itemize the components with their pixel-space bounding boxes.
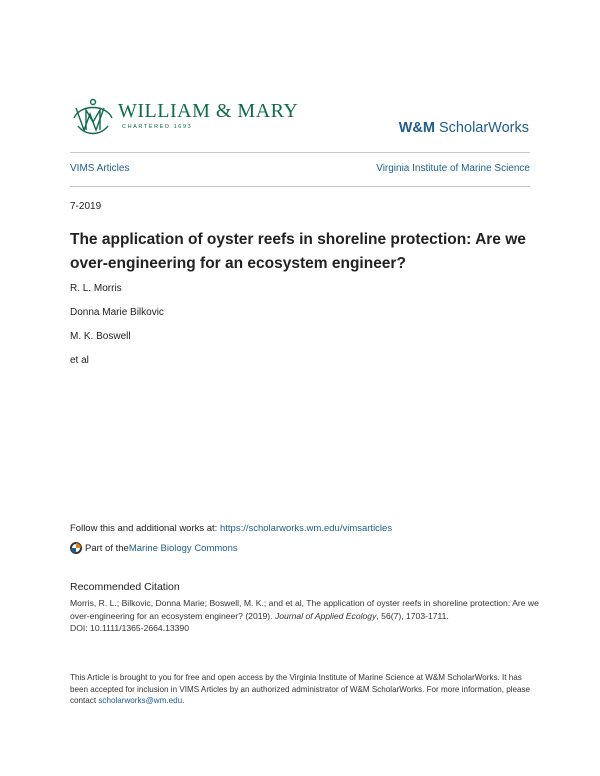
author-name: M. K. Boswell <box>70 331 131 342</box>
author-name: Donna Marie Bilkovic <box>70 307 164 318</box>
scholarworks-brand[interactable] <box>399 120 529 136</box>
follow-line <box>70 523 392 534</box>
brand-bold: W&M <box>398 120 435 136</box>
follow-link[interactable]: https://scholarworks.wm.edu/vimsarticles <box>219 523 393 534</box>
partof-prefix: Part of the <box>85 542 129 554</box>
commons-link[interactable]: Marine Biology Commons <box>128 542 238 554</box>
citation-journal: Journal of Applied Ecology <box>274 610 377 621</box>
institute-link[interactable]: Virginia Institute of Marine Science <box>376 163 530 174</box>
author-name: et al <box>70 355 89 366</box>
notice-text: This Article is brought to you for free and open access by the Virginia Institute of Marine Science at W&M ScholarWorks. It has been accepted for inclusion in VIMS Articles by an authorized administrator of W&M ScholarWorks. For more information, please contact <box>70 673 531 706</box>
citation-doi: DOI: 10.1111/1365-2664.13390 <box>70 623 189 633</box>
brand-rest: ScholarWorks <box>434 120 529 136</box>
part-of-line <box>70 542 238 554</box>
recommended-citation-heading: Recommended Citation <box>70 581 180 593</box>
divider-bottom <box>70 186 530 187</box>
cypher-crest-icon <box>70 96 116 138</box>
author-name: R. L. Morris <box>70 283 122 294</box>
author-list <box>70 283 164 379</box>
series-link[interactable]: VIMS Articles <box>70 163 130 174</box>
follow-prefix: Follow this and additional works at: <box>70 523 220 534</box>
william-mary-logo <box>70 96 299 140</box>
citation-volume: , 56(7), 1703-1711. <box>376 610 449 621</box>
citation-text <box>70 597 540 635</box>
citation-body: Morris, R. L.; Bilkovic, Donna Marie; Boswell, M. K.; and et al, The application of oyster reefs in shoreline protection: Are we over-engineering for an ecosystem engineer? (2019). <box>70 598 539 621</box>
logo-name: WILLIAM & MARY <box>118 100 299 122</box>
contact-email-link[interactable]: scholarworks@wm.edu <box>98 696 183 706</box>
notice-end: . <box>182 696 185 706</box>
logo-chartered: CHARTERED 1693 <box>122 124 193 130</box>
article-title: The application of oyster reefs in shoreline protection: Are we over-engineering for an ecosystem engineer? <box>70 231 526 272</box>
access-notice <box>70 672 540 707</box>
publication-date: 7-2019 <box>70 201 102 212</box>
network-commons-icon <box>70 542 82 554</box>
divider-top <box>70 152 530 153</box>
